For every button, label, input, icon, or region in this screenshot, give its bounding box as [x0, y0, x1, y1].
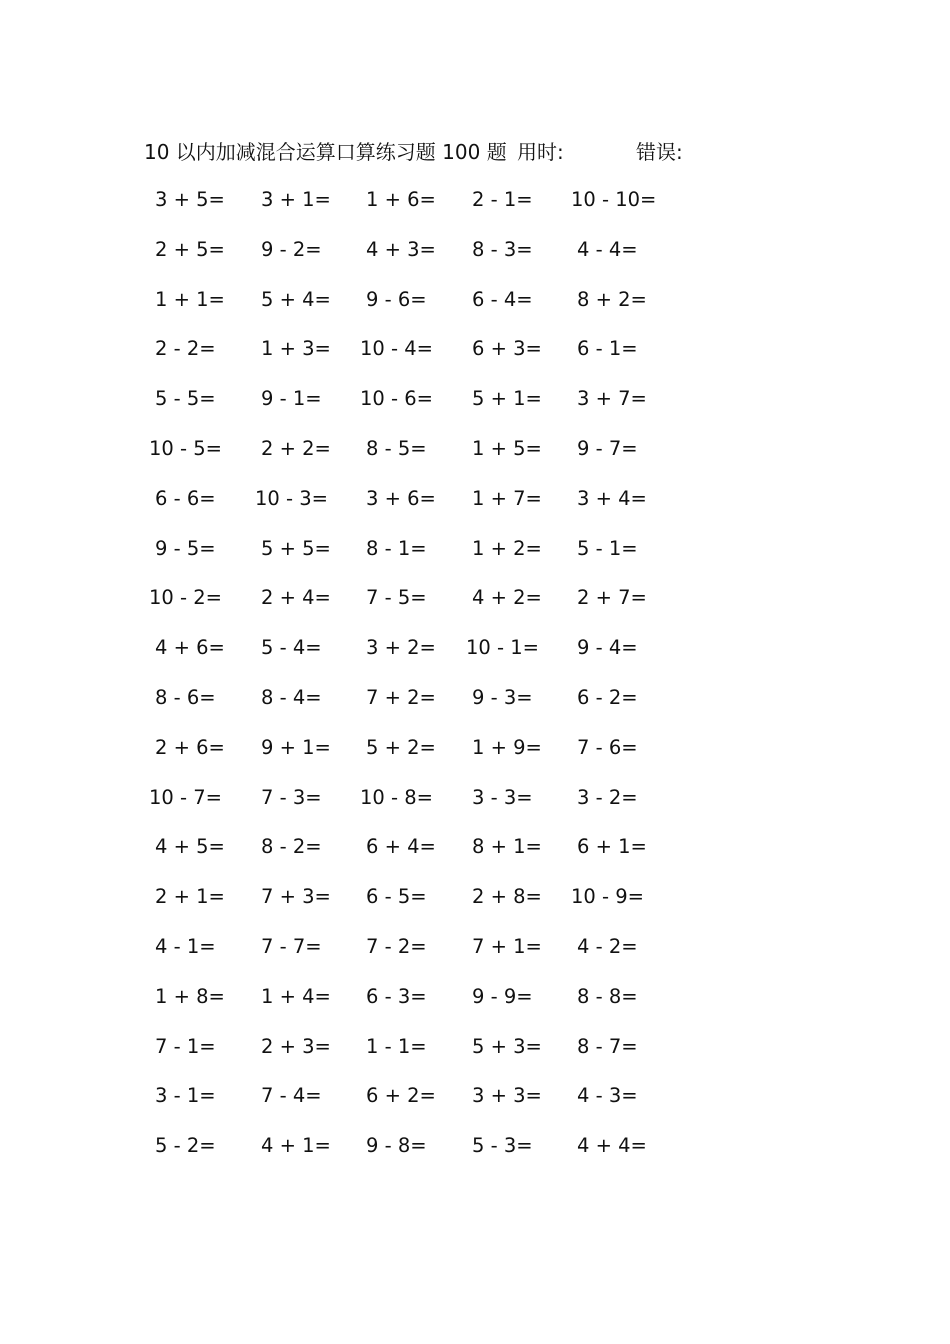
problem-item: 2 - 2=: [155, 337, 216, 361]
problem-item: 8 - 3=: [472, 237, 533, 261]
problem-row: [0, 379, 950, 429]
problem-item: 1 + 9=: [472, 735, 542, 759]
problem-item: 4 - 3=: [577, 1084, 638, 1108]
problem-item: 3 + 1=: [261, 188, 331, 211]
problem-item: 6 - 4=: [472, 287, 533, 311]
problem-row: [0, 827, 950, 877]
problem-row: [0, 429, 950, 479]
problem-item: 10 - 4=: [360, 337, 433, 361]
problem-item: 9 - 4=: [577, 636, 638, 660]
problem-row: [0, 180, 950, 230]
problem-item: 4 - 1=: [155, 934, 216, 958]
problem-item: 9 - 8=: [366, 1134, 427, 1158]
problem-item: 5 - 2=: [155, 1134, 216, 1158]
problem-row: [0, 479, 950, 529]
problem-item: 1 + 5=: [472, 436, 542, 460]
problem-item: 4 + 4=: [577, 1134, 647, 1158]
problem-item: 5 - 4=: [261, 636, 322, 660]
problem-item: 7 - 4=: [261, 1084, 322, 1108]
problem-row: [0, 280, 950, 330]
problem-item: 3 + 7=: [577, 387, 647, 411]
problem-item: 10 - 10=: [571, 188, 657, 211]
problem-item: 2 + 3=: [261, 1034, 331, 1058]
problem-item: 5 + 1=: [472, 387, 542, 411]
problem-item: 10 - 1=: [466, 636, 539, 660]
problem-row: [0, 728, 950, 778]
problem-item: 7 - 5=: [366, 586, 427, 610]
problem-item: 5 + 5=: [261, 536, 331, 560]
problem-row: [0, 778, 950, 828]
problem-row: [0, 529, 950, 579]
problem-row: [0, 329, 950, 379]
problem-item: 3 + 4=: [577, 486, 647, 510]
problem-item: 3 + 3=: [472, 1084, 542, 1108]
problem-item: 10 - 7=: [149, 785, 222, 809]
problem-item: 4 - 2=: [577, 934, 638, 958]
problem-item: 5 + 3=: [472, 1034, 542, 1058]
problem-item: 8 - 8=: [577, 984, 638, 1008]
problem-item: 3 + 2=: [366, 636, 436, 660]
problem-item: 9 - 5=: [155, 536, 216, 560]
problem-item: 8 + 2=: [577, 287, 647, 311]
problem-item: 2 + 1=: [155, 885, 225, 909]
problem-item: 1 + 2=: [472, 536, 542, 560]
problem-item: 7 - 3=: [261, 785, 322, 809]
problem-item: 6 - 3=: [366, 984, 427, 1008]
problem-item: 5 - 3=: [472, 1134, 533, 1158]
problem-item: 5 - 5=: [155, 387, 216, 411]
problem-item: 8 - 6=: [155, 685, 216, 709]
problem-item: 6 - 2=: [577, 685, 638, 709]
problem-row: [0, 1027, 950, 1077]
problem-item: 3 - 2=: [577, 785, 638, 809]
problem-item: 5 - 1=: [577, 536, 638, 560]
problem-item: 9 - 1=: [261, 387, 322, 411]
problem-item: 2 + 7=: [577, 586, 647, 610]
problem-item: 8 - 1=: [366, 536, 427, 560]
problem-item: 6 - 5=: [366, 885, 427, 909]
problem-item: 1 + 3=: [261, 337, 331, 361]
problem-item: 1 + 7=: [472, 486, 542, 510]
problem-item: 7 - 6=: [577, 735, 638, 759]
problem-row: [0, 927, 950, 977]
problem-item: 6 + 2=: [366, 1084, 436, 1108]
problem-item: 3 + 5=: [155, 188, 225, 211]
problem-item: 3 - 1=: [155, 1084, 216, 1108]
problem-item: 1 + 1=: [155, 287, 225, 311]
problem-row: [0, 628, 950, 678]
problem-item: 1 - 1=: [366, 1034, 427, 1058]
problem-item: 9 - 6=: [366, 287, 427, 311]
problem-item: 7 + 2=: [366, 685, 436, 709]
problem-item: 1 + 6=: [366, 188, 436, 211]
problem-item: 9 - 9=: [472, 984, 533, 1008]
problem-item: 7 - 1=: [155, 1034, 216, 1058]
time-used-label: 用时:: [517, 140, 564, 164]
problem-item: 7 + 3=: [261, 885, 331, 909]
problem-item: 10 - 2=: [149, 586, 222, 610]
problem-item: 2 + 4=: [261, 586, 331, 610]
problem-item: 9 - 3=: [472, 685, 533, 709]
problem-item: 2 + 2=: [261, 436, 331, 460]
problem-row: [0, 578, 950, 628]
problem-item: 8 - 7=: [577, 1034, 638, 1058]
problem-item: 4 + 1=: [261, 1134, 331, 1158]
problem-item: 10 - 8=: [360, 785, 433, 809]
errors-label: 错误:: [636, 140, 683, 164]
worksheet-title: 10 以内加减混合运算口算练习题 100 题: [144, 140, 507, 164]
problem-item: 7 - 7=: [261, 934, 322, 958]
problem-item: 8 - 2=: [261, 835, 322, 859]
problem-item: 1 + 4=: [261, 984, 331, 1008]
problem-item: 4 - 4=: [577, 237, 638, 261]
problem-row: [0, 678, 950, 728]
problem-item: 2 + 6=: [155, 735, 225, 759]
problem-grid: [0, 180, 950, 1176]
problem-item: 7 + 1=: [472, 934, 542, 958]
problem-item: 5 + 2=: [366, 735, 436, 759]
problem-item: 8 - 5=: [366, 436, 427, 460]
problem-item: 2 + 8=: [472, 885, 542, 909]
problem-item: 4 + 3=: [366, 237, 436, 261]
problem-row: [0, 1076, 950, 1126]
problem-row: [0, 1126, 950, 1176]
problem-item: 6 - 1=: [577, 337, 638, 361]
problem-item: 10 - 5=: [149, 436, 222, 460]
problem-item: 10 - 6=: [360, 387, 433, 411]
problem-item: 4 + 6=: [155, 636, 225, 660]
problem-item: 5 + 4=: [261, 287, 331, 311]
problem-item: 7 - 2=: [366, 934, 427, 958]
problem-item: 9 - 7=: [577, 436, 638, 460]
problem-item: 6 - 6=: [155, 486, 216, 510]
problem-item: 1 + 8=: [155, 984, 225, 1008]
problem-row: [0, 877, 950, 927]
problem-item: 4 + 2=: [472, 586, 542, 610]
problem-row: [0, 977, 950, 1027]
problem-item: 3 - 3=: [472, 785, 533, 809]
problem-item: 10 - 9=: [571, 885, 644, 909]
problem-item: 10 - 3=: [255, 486, 328, 510]
problem-item: 6 + 3=: [472, 337, 542, 361]
problem-item: 8 - 4=: [261, 685, 322, 709]
problem-item: 6 + 4=: [366, 835, 436, 859]
problem-item: 2 + 5=: [155, 237, 225, 261]
problem-item: 8 + 1=: [472, 835, 542, 859]
worksheet-header: [0, 136, 950, 166]
problem-item: 6 + 1=: [577, 835, 647, 859]
problem-item: 3 + 6=: [366, 486, 436, 510]
problem-item: 9 - 2=: [261, 237, 322, 261]
problem-item: 9 + 1=: [261, 735, 331, 759]
problem-row: [0, 230, 950, 280]
problem-item: 4 + 5=: [155, 835, 225, 859]
problem-item: 2 - 1=: [472, 188, 533, 211]
